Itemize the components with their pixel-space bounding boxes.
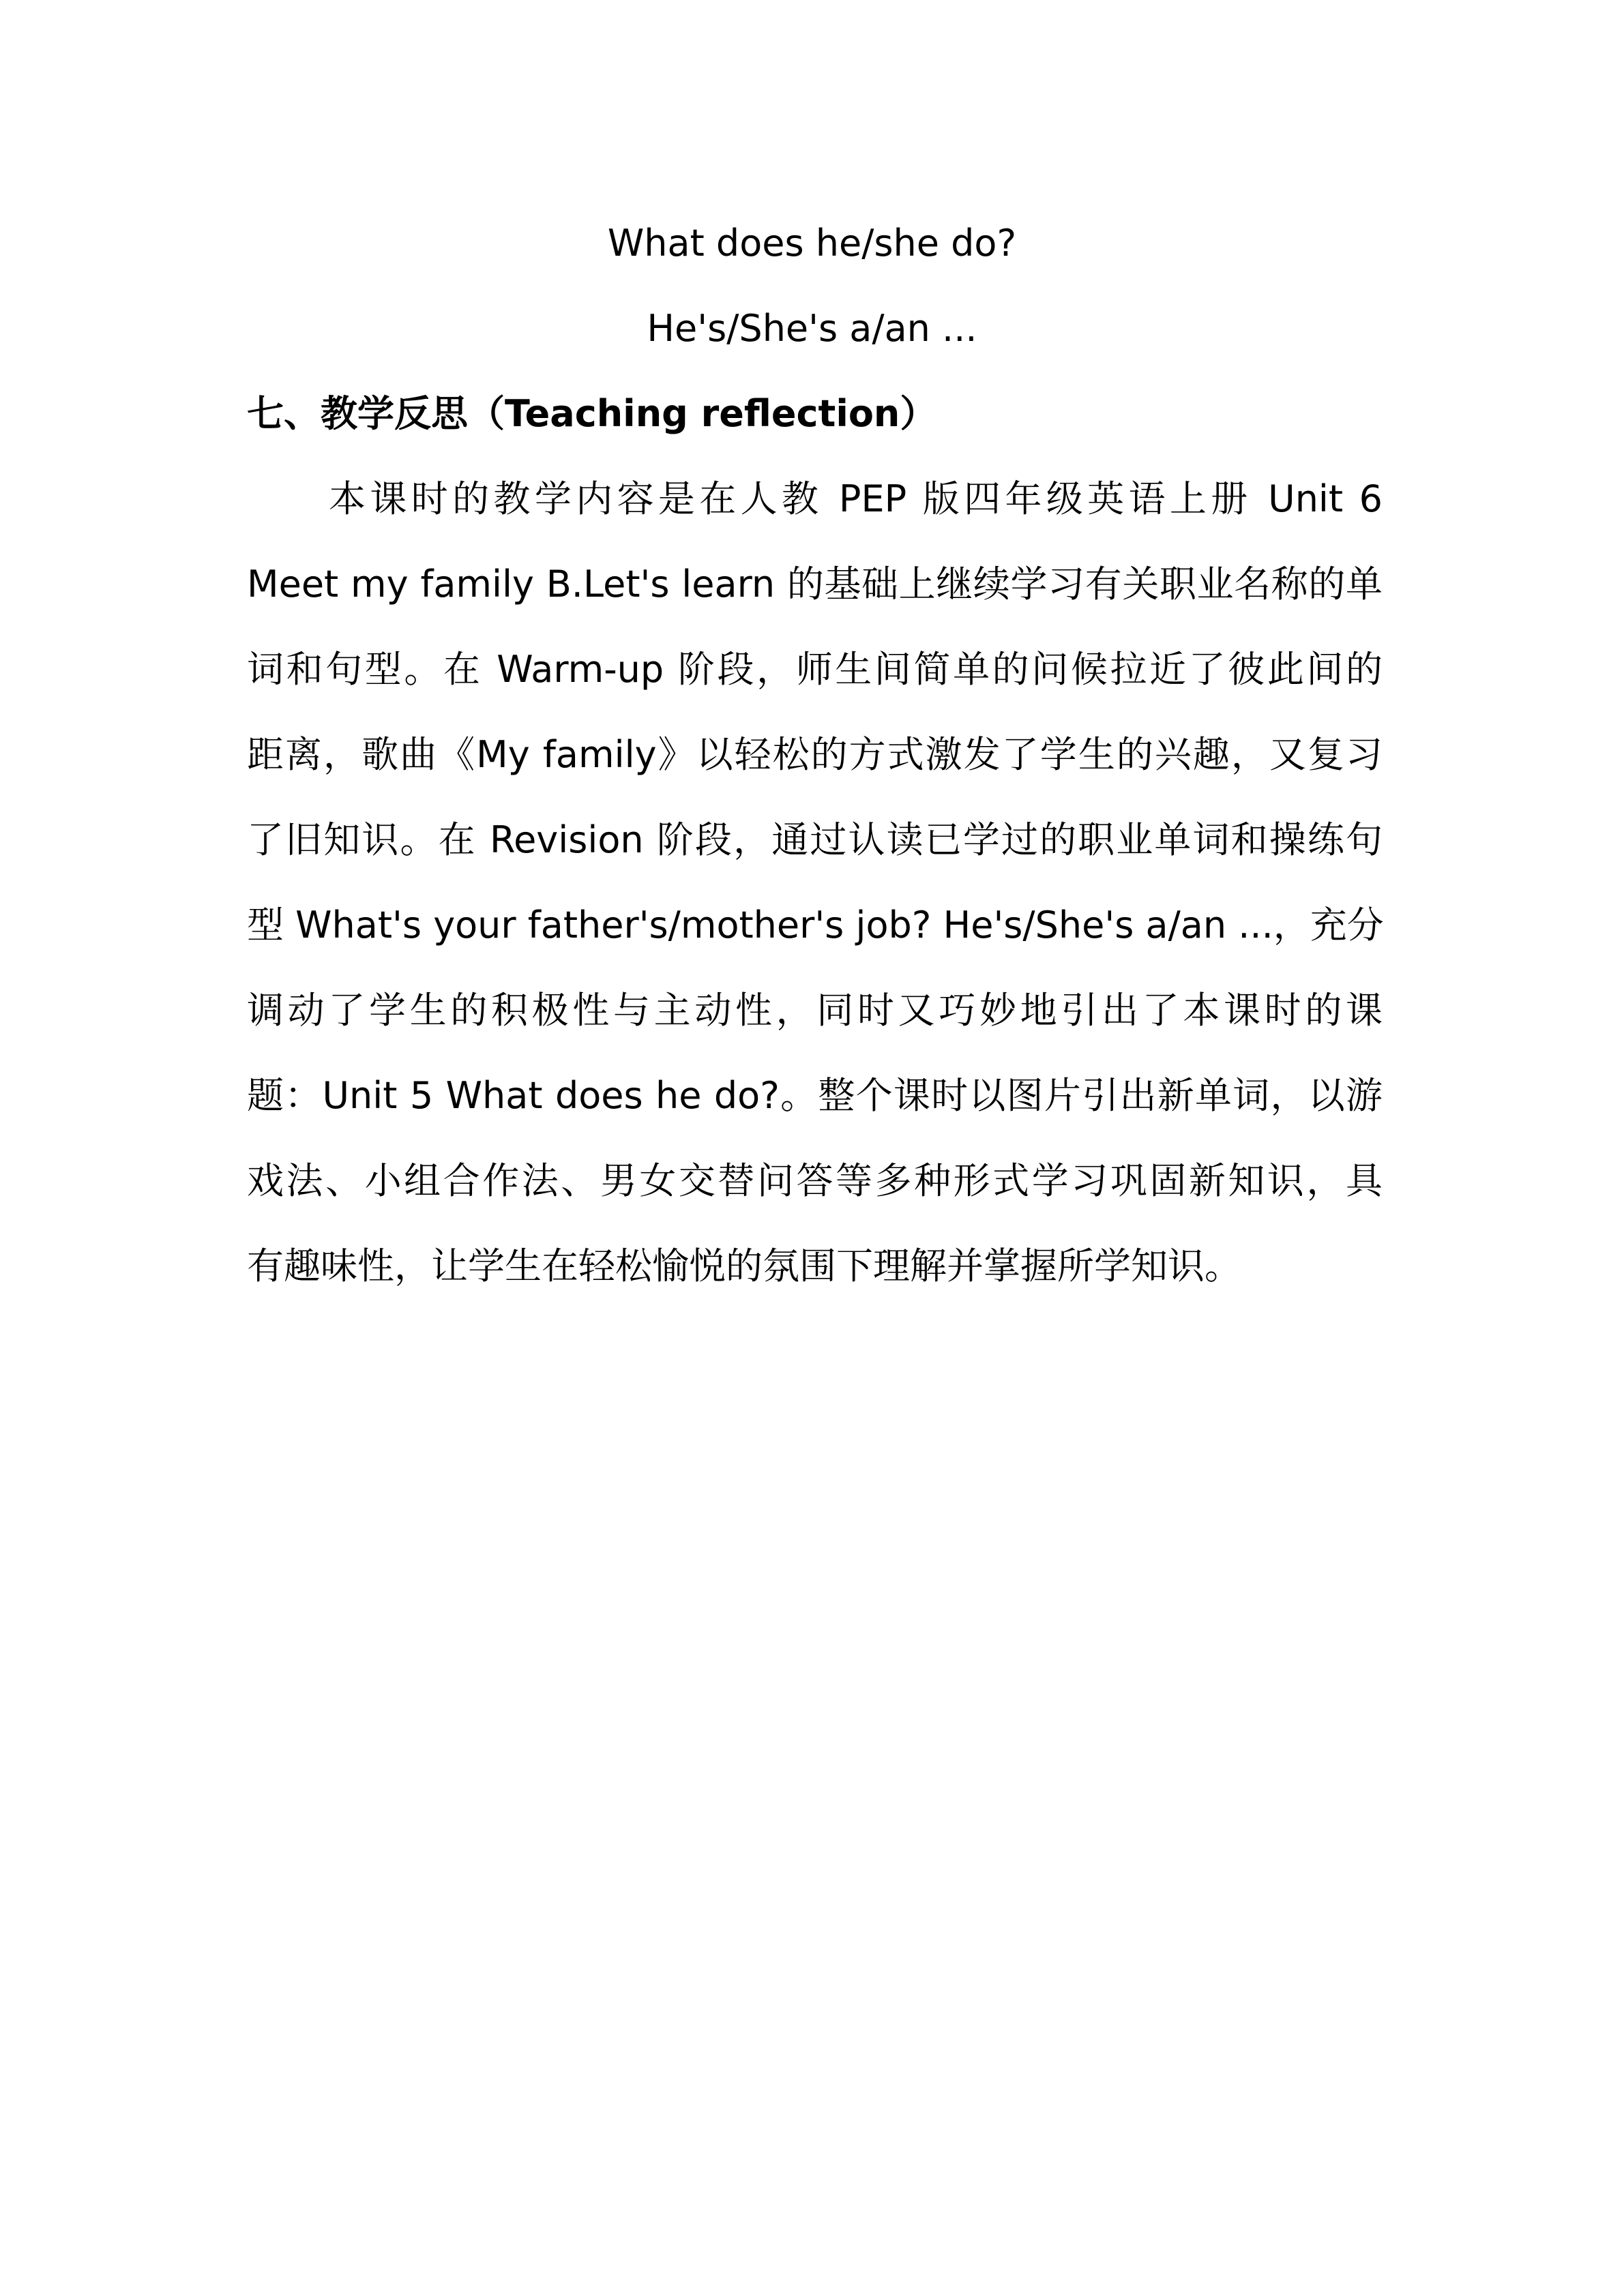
answer-line: He's/She's a/an ...	[647, 307, 977, 350]
paragraph-line: Meet my family B.Let's learn 的基础上继续学习有关职业名称的单	[247, 563, 1383, 606]
paragraph-line: 戏法、小组合作法、男女交替问答等多种形式学习巩固新知识，具	[247, 1159, 1383, 1202]
paragraph-line: 本课时的教学内容是在人教 PEP 版四年级英语上册 Unit 6	[329, 477, 1383, 520]
paragraph-line: 词和句型。在 Warm-up 阶段，师生间简单的问候拉近了彼此间的	[247, 648, 1383, 691]
section-heading: 七、教学反思（Teaching reflection）	[247, 392, 937, 435]
question-line: What does he/she do?	[607, 222, 1017, 265]
paragraph-line: 有趣味性，让学生在轻松愉悦的氛围下理解并掌握所学知识。	[247, 1244, 1241, 1287]
paragraph-line: 调动了学生的积极性与主动性，同时又巧妙地引出了本课时的课	[247, 989, 1383, 1032]
paragraph-line: 了旧知识。在 Revision 阶段，通过认读已学过的职业单词和操练句	[247, 818, 1383, 861]
paragraph-line: 题：Unit 5 What does he do?。整个课时以图片引出新单词，以游	[247, 1074, 1383, 1117]
paragraph-line: 型 What's your father's/mother's job? He's/She's a/an ...，充分	[247, 904, 1384, 946]
paragraph-line: 距离，歌曲《My family》以轻松的方式激发了学生的兴趣，又复习	[247, 733, 1383, 776]
